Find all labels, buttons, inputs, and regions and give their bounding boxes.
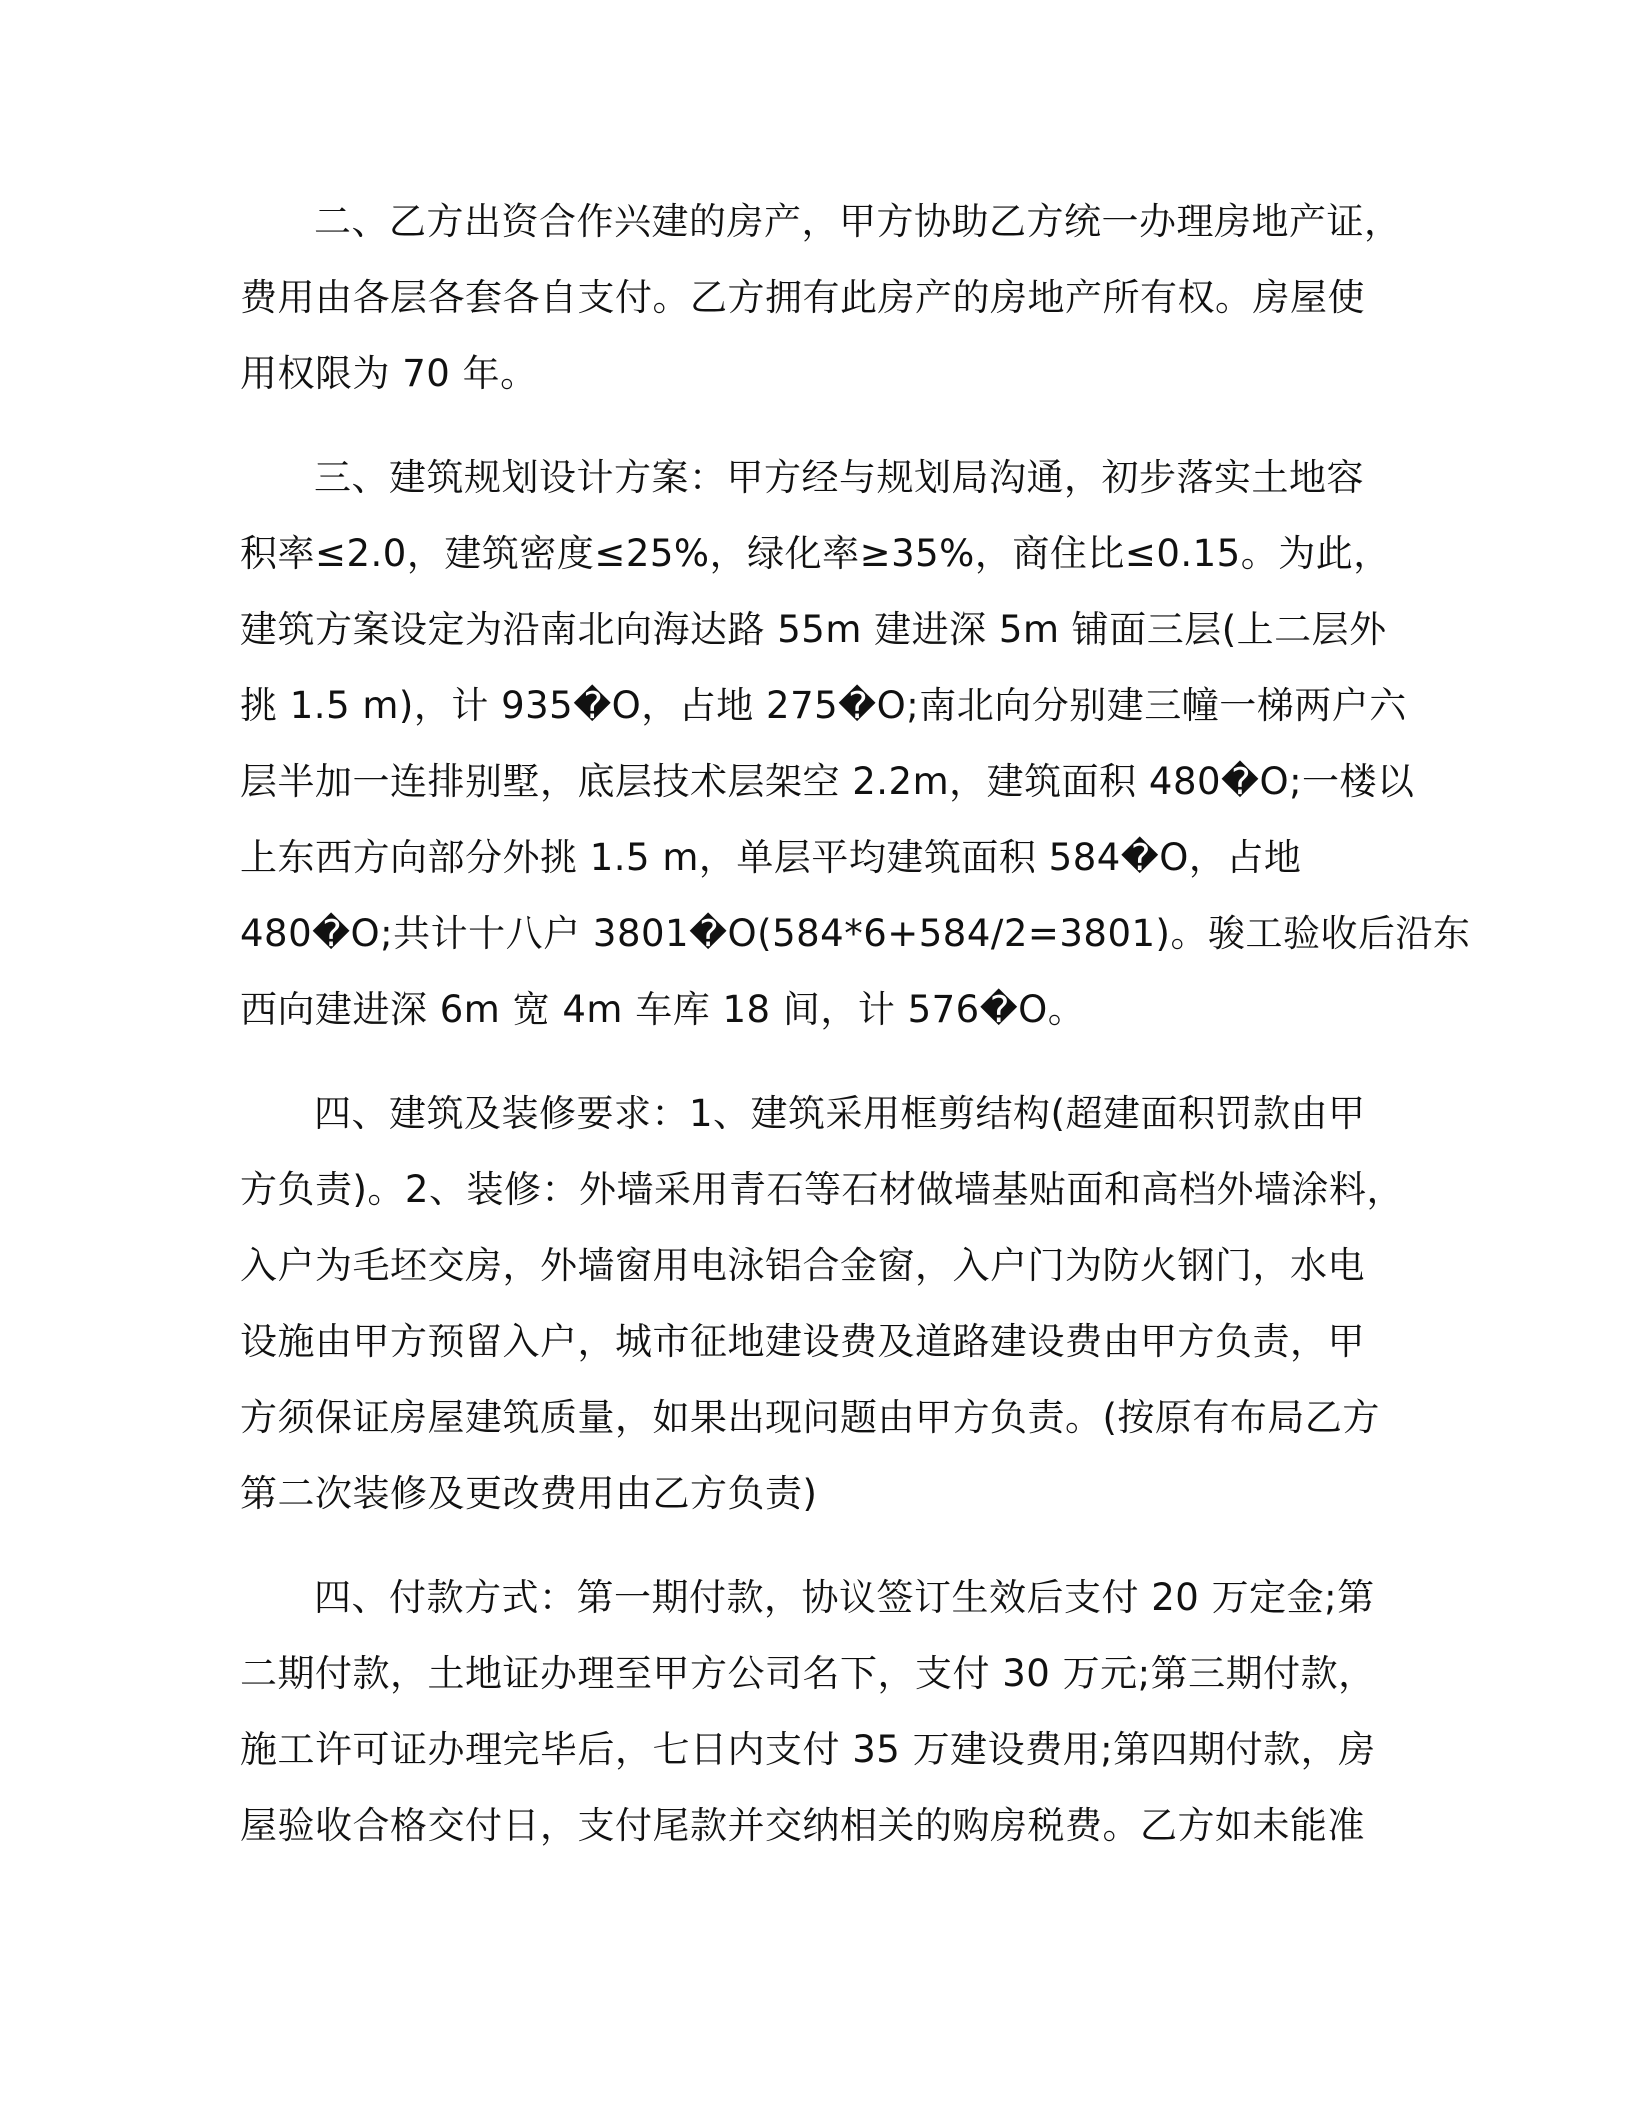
paragraph-1-line-1: 二、乙方出资合作兴建的房产，甲方协助乙方统一办理房地产证， (314, 200, 1402, 243)
paragraph-3-line-1: 四、建筑及装修要求：1、建筑采用框剪结构(超建面积罚款由甲 (314, 1092, 1366, 1135)
paragraph-1-line-3: 用权限为 70 年。 (240, 352, 538, 395)
paragraph-3-line-2: 方负责)。2、装修：外墙采用青石等石材做墙基贴面和高档外墙涂料， (240, 1168, 1404, 1211)
paragraph-4-line-2: 二期付款，土地证办理至甲方公司名下，支付 30 万元;第三期付款， (240, 1652, 1376, 1695)
paragraph-3-line-6: 第二次装修及更改费用由乙方负责) (240, 1472, 818, 1515)
paragraph-2-line-7: 480�O;共计十八户 3801�O(584*6+584/2=3801)。骏工验收后沿东 (240, 912, 1471, 955)
paragraph-2-line-5: 层半加一连排别墅，底层技术层架空 2.2m，建筑面积 480�O;一楼以 (240, 760, 1415, 803)
paragraph-4-line-3: 施工许可证办理完毕后，七日内支付 35 万建设费用;第四期付款，房 (240, 1728, 1376, 1771)
paragraph-2-line-3: 建筑方案设定为沿南北向海达路 55m 建进深 5m 铺面三层(上二层外 (240, 608, 1387, 651)
paragraph-2-line-8: 西向建进深 6m 宽 4m 车库 18 间，计 576�O。 (240, 988, 1086, 1031)
paragraph-2-line-1: 三、建筑规划设计方案：甲方经与规划局沟通，初步落实土地容 (314, 456, 1364, 499)
paragraph-3-line-3: 入户为毛坯交房，外墙窗用电泳铝合金窗，入户门为防火钢门，水电 (240, 1244, 1365, 1287)
paragraph-2-line-2: 积率≤2.0，建筑密度≤25%，绿化率≥35%，商住比≤0.15。为此， (240, 532, 1391, 575)
paragraph-4-line-1: 四、付款方式：第一期付款，协议签订生效后支付 20 万定金;第 (314, 1576, 1375, 1619)
paragraph-4-line-4: 屋验收合格交付日，支付尾款并交纳相关的购房税费。乙方如未能准 (240, 1804, 1365, 1847)
paragraph-2-line-6: 上东西方向部分外挑 1.5 m，单层平均建筑面积 584�O，占地 (240, 836, 1302, 879)
paragraph-3-line-4: 设施由甲方预留入户，城市征地建设费及道路建设费由甲方负责，甲 (240, 1320, 1365, 1363)
paragraph-3-line-5: 方须保证房屋建筑质量，如果出现问题由甲方负责。(按原有布局乙方 (240, 1396, 1380, 1439)
paragraph-1-line-2: 费用由各层各套各自支付。乙方拥有此房产的房地产所有权。房屋使 (240, 276, 1365, 319)
paragraph-2-line-4: 挑 1.5 m)，计 935�O，占地 275�O;南北向分别建三幢一梯两户六 (240, 684, 1407, 727)
